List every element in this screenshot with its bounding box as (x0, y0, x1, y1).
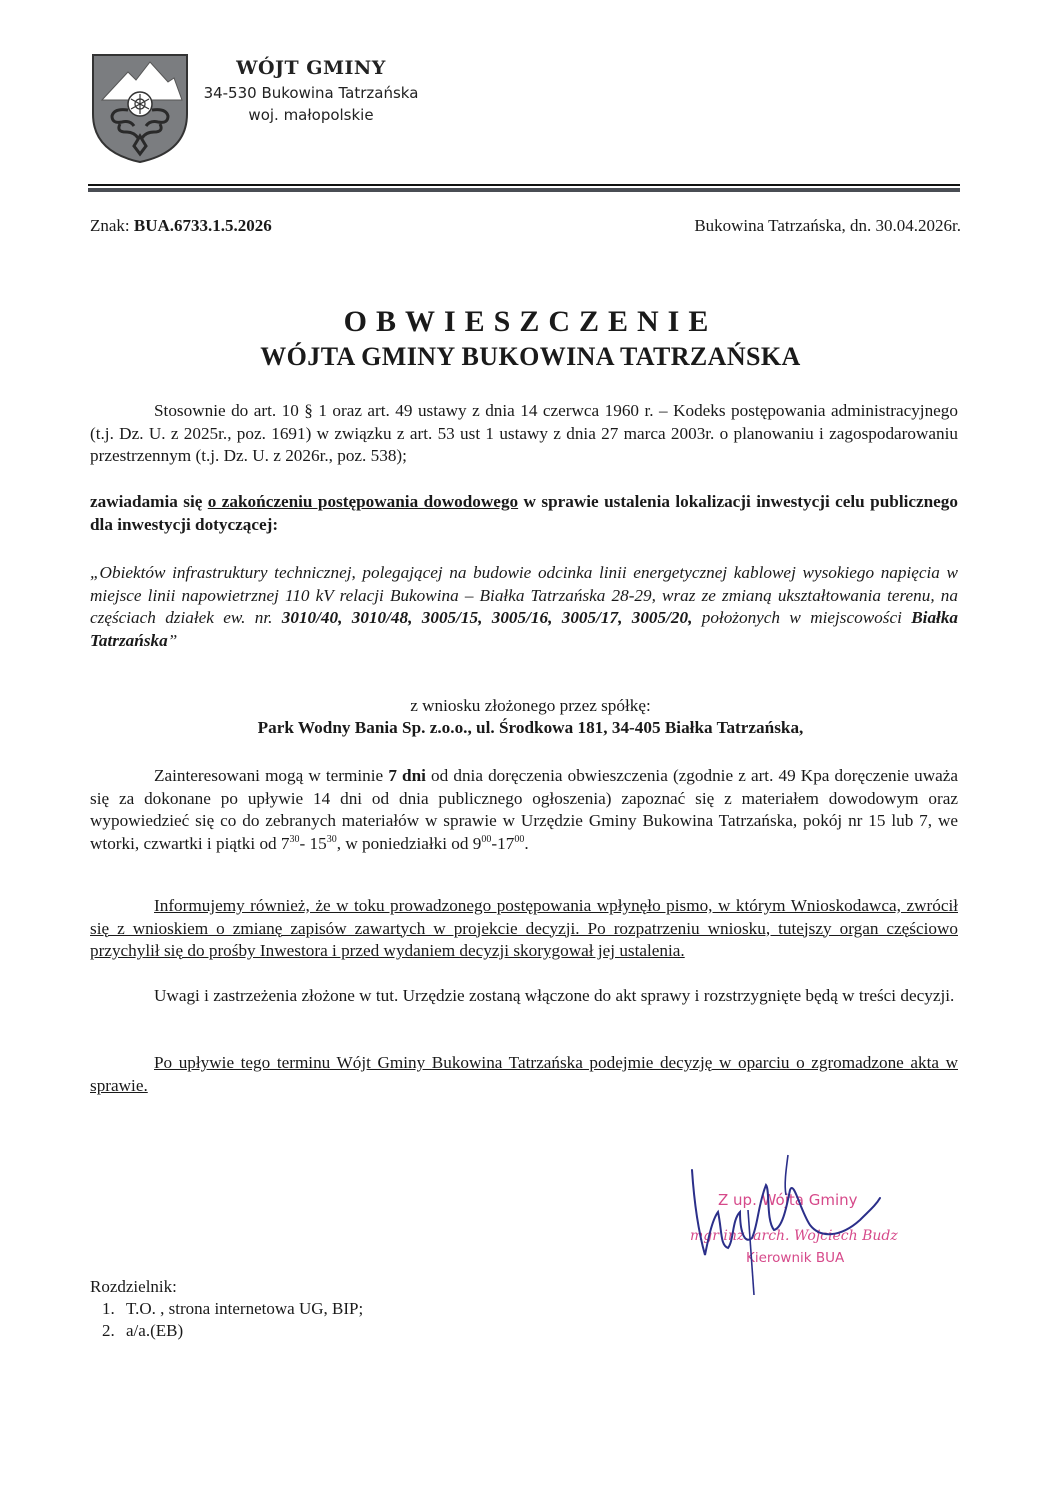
hour-superscript: 00 (514, 833, 525, 845)
reference-number (90, 215, 272, 237)
notification-text-start: zawiadamia się (90, 492, 208, 511)
notification-text-end: w sprawie ustalenia lokalizacji inwestycji celu publicznego dla inwestycji dotyczącej: (90, 492, 958, 534)
closing-quote: ” (167, 630, 178, 650)
stamp-official-name: mgr inż. arch. Wojciech Budz (690, 1228, 898, 1244)
review-text-6: . (524, 833, 529, 853)
distribution-title: Rozdzielnik: (90, 1277, 177, 1296)
review-deadline: 7 dni (388, 766, 426, 785)
review-text-4: , w poniedziałki od 9 (336, 833, 482, 853)
header-title: WÓJT GMINY (236, 57, 386, 79)
distribution-item-number: 1. (102, 1299, 115, 1318)
hour-superscript: 30 (326, 833, 337, 845)
document-subtitle: WÓJTA GMINY BUKOWINA TATRZAŃSKA (260, 342, 801, 371)
investment-description-paragraph (90, 562, 958, 652)
reference-value: BUA.6733.1.5.2026 (133, 216, 272, 235)
notification-underlined-text: o zakończeniu postępowania dowodowego (207, 492, 519, 511)
distribution-item (102, 1299, 363, 1319)
investment-location-text: położonych w miejscowości (692, 608, 912, 627)
reference-label: Znak: (90, 216, 130, 235)
review-text-3: - 15 (299, 833, 327, 853)
notification-paragraph (90, 491, 958, 536)
stamp-authorization: Z up. Wójta Gminy (718, 1191, 858, 1209)
legal-basis-paragraph: Stosownie do art. 10 § 1 oraz art. 49 ustawy z dnia 14 czerwca 1960 r. – Kodeks postępowania administracyjnego (t.j. Dz. U. z 2025r., poz. 1691) w związku z art. 53 ust 1 ustawy z dnia 27 marca 2003r. o planowaniu i zagospodarowaniu przestrzennym (t.j. Dz. U. z 2026r., poz. 538); (90, 401, 958, 465)
place-date: Bukowina Tatrzańska, dn. 30.04.2026r. (694, 216, 961, 235)
header-divider-thin (88, 184, 960, 186)
coat-of-arms-logo (90, 52, 190, 164)
header-address: 34-530 Bukowina Tatrzańska (203, 84, 419, 102)
distribution-item (102, 1321, 183, 1341)
review-text-1: Zainteresowani mogą w terminie (154, 766, 389, 785)
header-voivodeship: woj. małopolskie (248, 106, 374, 124)
investment-locality: Białka Tatrzańska (90, 608, 959, 650)
investment-description-text: „Obiektów infrastruktury technicznej, polegającej na budowie odcinka linii energetycznej kablowej wysokiego napięcia w miejsce linii napowietrznej 110 kV relacji Bukowina – Białka Tatrzańska 28-29, wraz ze zmianą ukształtowania terenu, na częściach działek ew. nr. (90, 563, 958, 627)
handwritten-signature (670, 1150, 910, 1300)
header-divider-thick (88, 188, 960, 192)
distribution-item-text: T.O. , strona internetowa UG, BIP; (126, 1299, 364, 1318)
stamp-official-role: Kierownik BUA (746, 1250, 845, 1266)
review-text-5: -17 (491, 833, 515, 853)
decision-paragraph: Po upływie tego terminu Wójt Gminy Bukowina Tatrzańska podejmie decyzję w oparciu o zgromadzone akta w sprawie. (90, 1053, 958, 1095)
hour-superscript: 00 (481, 833, 492, 845)
applicant-intro: z wniosku złożonego przez spółkę: (410, 696, 651, 715)
parcel-numbers: 3010/40, 3010/48, 3005/15, 3005/16, 3005/17, 3005/20, (281, 608, 693, 627)
review-text-2: od dnia doręczenia obwieszczenia (zgodnie z art. 49 Kpa doręczenie uważa się za dokonane po upływie 14 dni od dnia publicznego ogłoszenia) zapoznać się z materiałem dowodowym oraz wypowiedzieć się co do zebranych materiałów w sprawie w Urzędzie Gminy Bukowina Tatrzańska, pokój nr 15 lub 7, we wtorki, czwartki i piątki od 7 (90, 766, 958, 853)
review-terms-paragraph (90, 765, 958, 855)
change-request-paragraph: Informujemy również, że w toku prowadzonego postępowania wpłynęło pismo, w którym Wnioskodawca, zwrócił się z wnioskiem o zmianę zapisów zawartych w projekcie decyzji. Po rozpatrzeniu wniosku, tutejszy organ częściowo przychylił się do prośby Inwestora i przed wydaniem decyzji skorygował jej ustalenia. (90, 896, 958, 960)
distribution-item-text: a/a.(EB) (126, 1321, 184, 1340)
remarks-paragraph: Uwagi i zastrzeżenia złożone w tut. Urzędzie zostaną włączone do akt sprawy i rozstrzygnięte będą w treści decyzji. (154, 986, 955, 1005)
distribution-item-number: 2. (102, 1321, 115, 1340)
hour-superscript: 30 (289, 833, 300, 845)
document-title: OBWIESZCZENIE (343, 305, 718, 338)
applicant-name-address: Park Wodny Bania Sp. z.o.o., ul. Środkowa 181, 34-405 Białka Tatrzańska, (257, 718, 804, 737)
